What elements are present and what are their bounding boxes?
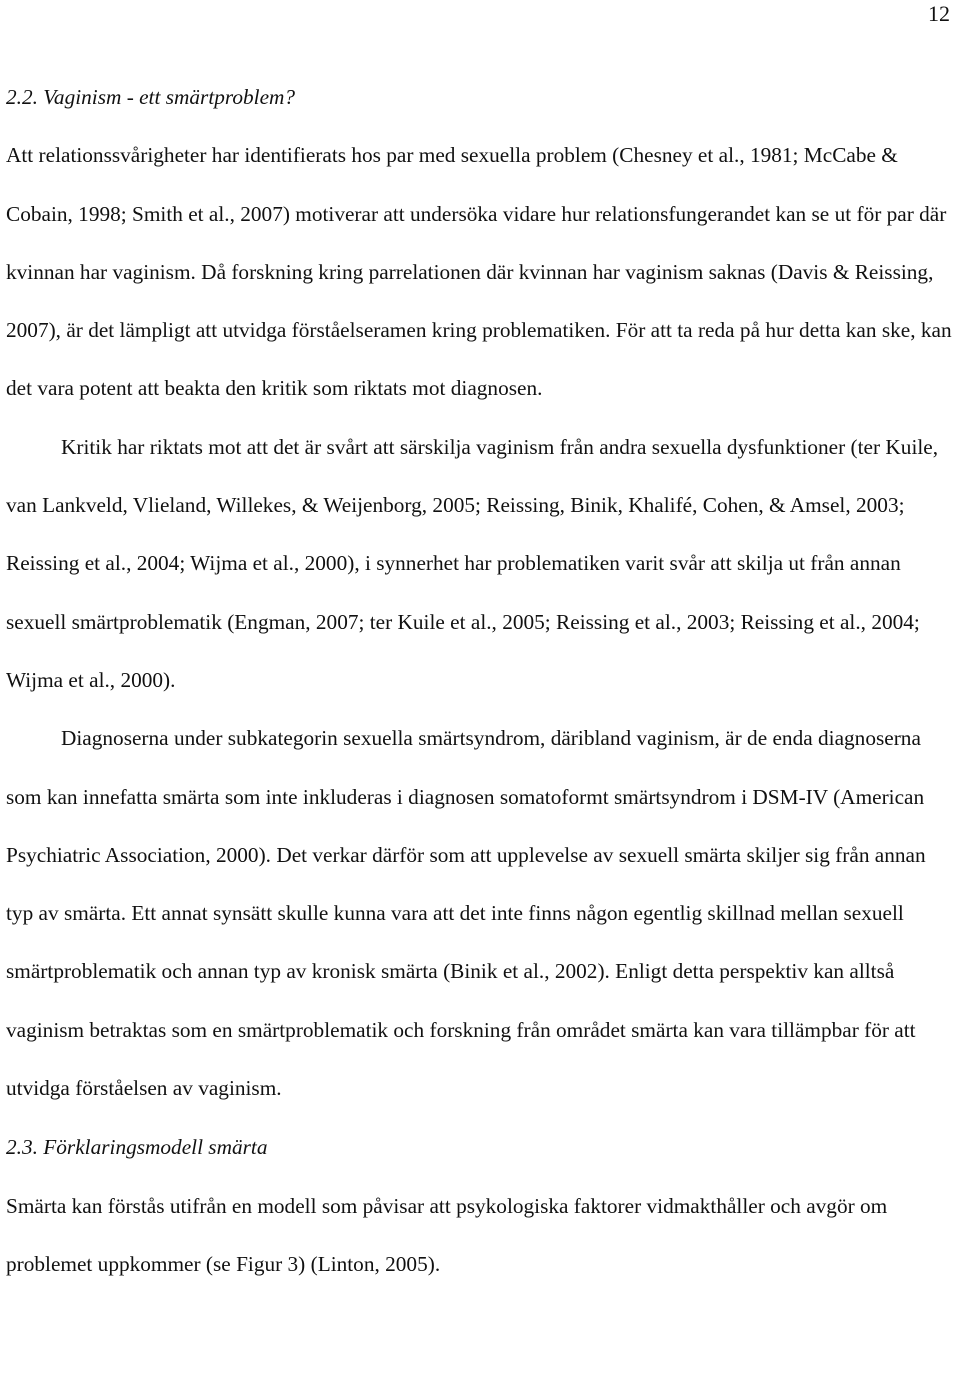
section-heading-2-3: 2.3. Förklaringsmodell smärta — [6, 1135, 268, 1160]
paragraph-4: Smärta kan förstås utifrån en modell som påvisar att psykologiska faktorer vidmakthåller och avgör om problemet uppkommer (se Figur 3) (Linton, 2005). — [6, 1194, 888, 1277]
paragraph-1: Att relationssvårigheter har identifierats hos par med sexuella problem (Chesney et al., 1981; McCabe & Cobain, 1998; Smith et al., 2007) motiverar att undersöka vidare hur relationsfungerandet kan se ut för par där kvinnan har vaginism. Då forskning kring parrelationen där kvinnan har vaginism saknas (Davis & Reissing, 2007), är det lämpligt att utvidga förståelseramen kring problematiken. För att ta reda på hur detta kan ske, kan det vara potent att beakta den kritik som riktats mot diagnosen. — [6, 143, 952, 401]
section-heading-2-2: 2.2. Vaginism - ett smärtproblem? — [6, 85, 296, 109]
paragraph-3: Diagnoserna under subkategorin sexuella smärtsyndrom, däribland vaginism, är de enda diagnoserna som kan innefatta smärta som inte inkluderas i diagnosen somatoformt smärtsyndrom i DSM-IV (American Psychiatric Association, 2000). Det verkar därför som att upplevelse av sexuell smärta skiljer sig från annan typ av smärta. Ett annat synsätt skulle kunna vara att det inte finns någon egentlig skillnad mellan sexuell smärtproblematik och annan typ av kronisk smärta (Binik et al., 2002). Enligt detta perspektiv kan alltså vaginism betraktas som en smärtproblematik och forskning från området smärta kan vara tillämpbar för att utvidga förståelsen av vaginism. — [6, 726, 926, 1101]
page-number: 12 — [928, 1, 950, 26]
paragraph-2: Kritik har riktats mot att det är svårt att särskilja vaginism från andra sexuella dysfunktioner (ter Kuile, van Lankveld, Vlieland, Willekes, & Weijenborg, 2005; Reissing, Binik, Khalifé, Cohen, & Amsel, 2003; Reissing et al., 2004; Wijma et al., 2000), i synnerhet har problematiken varit svår att skilja ut från annan sexuell smärtproblematik (Engman, 2007; ter Kuile et al., 2005; Reissing et al., 2003; Reissing et al., 2004; Wijma et al., 2000). — [6, 434, 939, 692]
document-body — [6, 68, 956, 1293]
